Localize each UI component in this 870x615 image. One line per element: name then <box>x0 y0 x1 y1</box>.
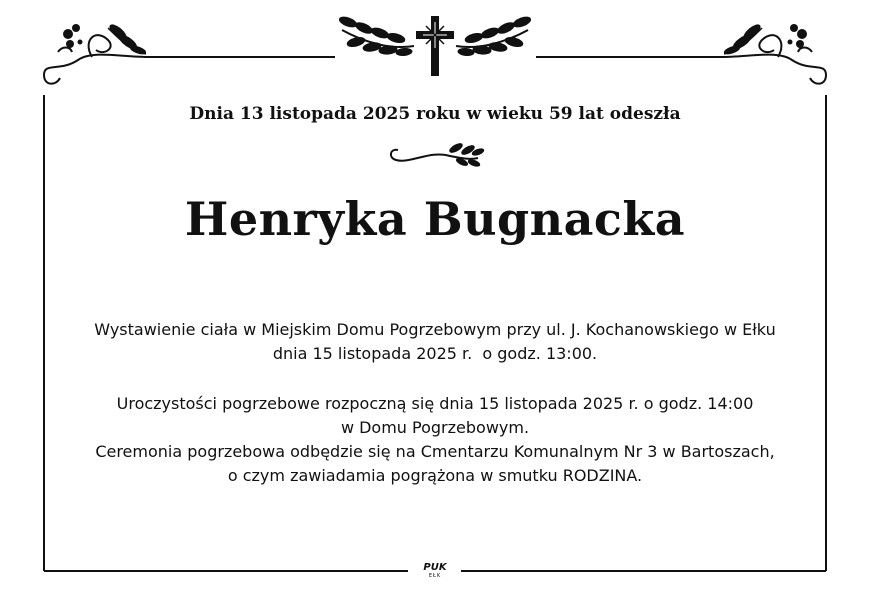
viewing-info <box>45 318 825 366</box>
cross-with-laurel-icon <box>338 15 532 76</box>
olive-branch-icon <box>391 142 485 167</box>
deceased-name: Henryka Bugnacka <box>184 192 686 246</box>
ceremony-info <box>45 392 825 488</box>
death-announcement-intro: Dnia 13 listopada 2025 roku w wieku 59 lat odeszła <box>189 104 681 124</box>
logo-sub-text: EŁK <box>428 573 442 579</box>
viewing-line: dnia 15 listopada 2025 r. o godz. 13:00. <box>272 344 598 363</box>
ceremony-line: Ceremonia pogrzebowa odbędzie się na Cmentarzu Komunalnym Nr 3 w Bartoszach, <box>95 442 775 461</box>
border-frame <box>44 57 826 571</box>
company-logo <box>413 563 457 579</box>
ceremony-line: Uroczystości pogrzebowe rozpoczną się dnia 15 listopada 2025 r. o godz. 14:00 <box>116 394 754 413</box>
logo-main-text: PUK <box>423 562 447 573</box>
floral-corner-icon <box>44 23 150 84</box>
ceremony-line: w Domu Pogrzebowym. <box>340 418 530 437</box>
ceremony-line: o czym zawiadamia pogrążona w smutku RODZINA. <box>227 466 643 485</box>
viewing-line: Wystawienie ciała w Miejskim Domu Pogrzebowym przy ul. J. Kochanowskiego w Ełku <box>94 320 776 339</box>
floral-corner-icon <box>720 23 826 84</box>
